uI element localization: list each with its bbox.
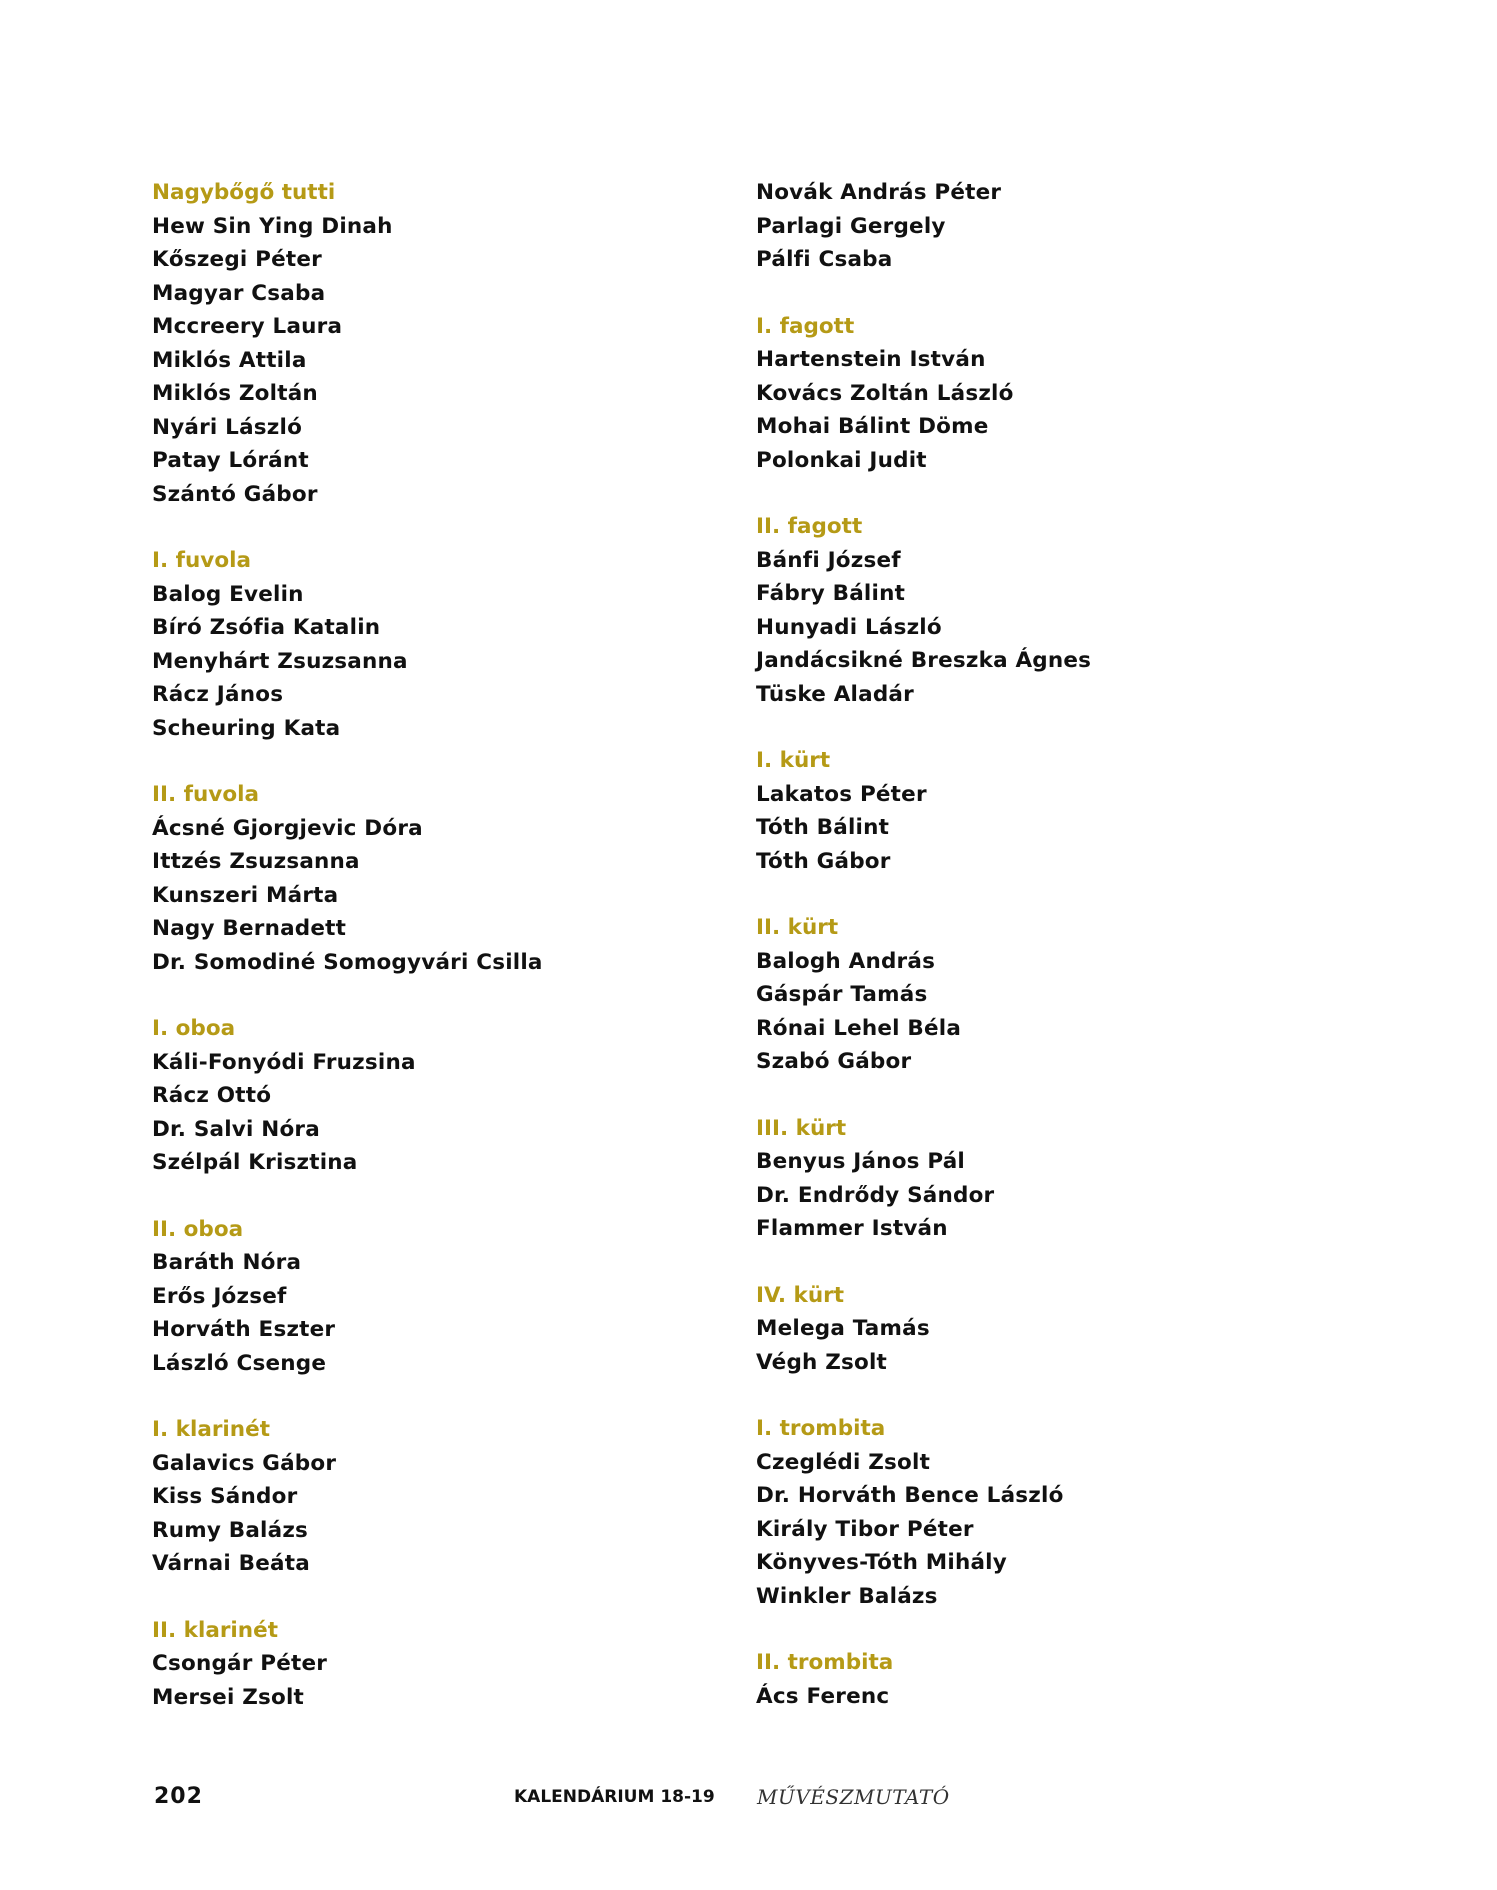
musician-name: Ács Ferenc [756,1683,890,1709]
musician-name: Király Tibor Péter [756,1516,974,1542]
publication-title: KALENDÁRIUM 18-19 [514,1787,715,1807]
musician-name: Lakatos Péter [756,781,927,807]
musician-name: Dr. Horváth Bence László [756,1483,1064,1508]
musician-name: Menyhárt Zsuzsanna [152,648,408,674]
roster-section [756,176,1091,277]
musician-name: Dr. Endrődy Sándor [756,1182,995,1208]
section-heading: I. klarinét [152,1417,270,1442]
roster-section [756,510,1091,711]
musician-name: Kőszegi Péter [152,247,322,272]
musician-name: Pálfi Csaba [756,247,893,272]
musician-name: Nagy Bernadett [152,916,347,941]
musician-name: Rónai Lehel Béla [756,1015,962,1041]
roster-section [152,778,543,979]
roster-section [152,1614,543,1715]
roster-section [756,1279,1091,1380]
roster-section [756,1112,1091,1246]
musician-name: Rácz Ottó [152,1083,272,1108]
musician-name: Parlagi Gergely [756,213,946,239]
roster-section [152,1213,543,1381]
musician-name: Várnai Beáta [152,1551,310,1576]
musician-name: Csongár Péter [152,1651,328,1676]
musician-name: Erős József [152,1283,287,1309]
page-number: 202 [154,1784,203,1809]
musician-name: Ittzés Zsuzsanna [152,849,360,874]
roster-section [756,911,1091,1079]
musician-name: Nyári László [152,414,303,440]
musician-name: Fábry Bálint [756,581,906,606]
musician-name: Miklós Zoltán [152,381,318,406]
musician-name: Bánfi József [756,547,901,573]
musician-name: Galavics Gábor [152,1450,337,1476]
musician-name: Tóth Bálint [756,815,890,840]
musician-name: Patay Lóránt [152,448,309,473]
section-heading: I. trombita [756,1416,886,1441]
roster-section [756,310,1091,478]
roster-section [756,1412,1091,1613]
musician-name: Balogh András [756,948,936,974]
musician-name: Végh Zsolt [756,1349,888,1375]
musician-name: Könyves-Tóth Mihály [756,1550,1007,1575]
roster-section [152,1413,543,1581]
musician-name: Tüske Aladár [756,681,914,707]
section-heading: II. trombita [756,1650,894,1675]
roster-section [756,1646,1091,1713]
musician-name: Dr. Somodiné Somogyvári Csilla [152,949,543,975]
musician-name: Bíró Zsófia Katalin [152,615,381,640]
musician-name: Mersei Zsolt [152,1684,305,1710]
section-title: MŰVÉSZMUTATÓ [757,1785,950,1809]
section-heading: Nagybőgő tutti [152,180,336,205]
roster-section [152,1012,543,1180]
musician-name: Hunyadi László [756,614,942,640]
musician-name: Szélpál Krisztina [152,1150,358,1175]
musician-name: Hartenstein István [756,347,986,372]
musician-name: Rumy Balázs [152,1517,309,1543]
section-heading: III. kürt [756,1115,847,1141]
section-heading: II. oboa [152,1216,244,1242]
musician-name: Szántó Gábor [152,481,318,507]
musician-name: Szabó Gábor [756,1049,912,1074]
section-heading: I. fagott [756,313,855,339]
musician-name: Kovács Zoltán László [756,380,1014,406]
musician-name: Magyar Csaba [152,280,326,306]
section-heading: II. kürt [756,915,839,940]
section-heading: II. fuvola [152,782,259,807]
section-heading: II. klarinét [152,1617,278,1643]
musician-name: Mccreery Laura [152,314,343,339]
musician-name: Melega Tamás [756,1316,930,1341]
roster-section [152,176,543,511]
musician-name: Tóth Gábor [756,848,891,874]
musician-name: Baráth Nóra [152,1250,302,1275]
musician-name: Káli-Fonyódi Fruzsina [152,1049,416,1075]
section-heading: I. kürt [756,748,831,773]
musician-name: Scheuring Kata [152,715,341,741]
musician-name: Benyus János Pál [756,1149,966,1174]
musician-name: Mohai Bálint Döme [756,414,989,439]
right-column [756,176,1091,1746]
musician-name: Jandácsikné Breszka Ágnes [756,648,1092,673]
musician-name: Rácz János [152,682,284,707]
musician-name: Horváth Eszter [152,1317,336,1342]
musician-name: Gáspár Tamás [756,982,928,1007]
musician-name: Dr. Salvi Nóra [152,1116,320,1142]
musician-name: Hew Sin Ying Dinah [152,213,393,239]
musician-name: Balog Evelin [152,581,304,607]
left-column [152,176,543,1747]
musician-name: Czeglédi Zsolt [756,1449,931,1475]
musician-name: Kunszeri Márta [152,882,339,908]
musician-name: László Csenge [152,1350,327,1376]
musician-name: Ácsné Gjorgjevic Dóra [152,815,423,841]
musician-name: Novák András Péter [756,180,1002,205]
roster-section [756,744,1091,878]
section-heading: I. oboa [152,1016,236,1041]
musician-name: Polonkai Judit [756,447,927,473]
musician-name: Winkler Balázs [756,1583,938,1609]
section-heading: II. fagott [756,514,863,539]
musician-name: Flammer István [756,1216,948,1241]
musician-name: Kiss Sándor [152,1484,298,1509]
section-heading: I. fuvola [152,548,251,573]
musician-name: Miklós Attila [152,347,307,373]
section-heading: IV. kürt [756,1282,845,1308]
roster-section [152,544,543,745]
